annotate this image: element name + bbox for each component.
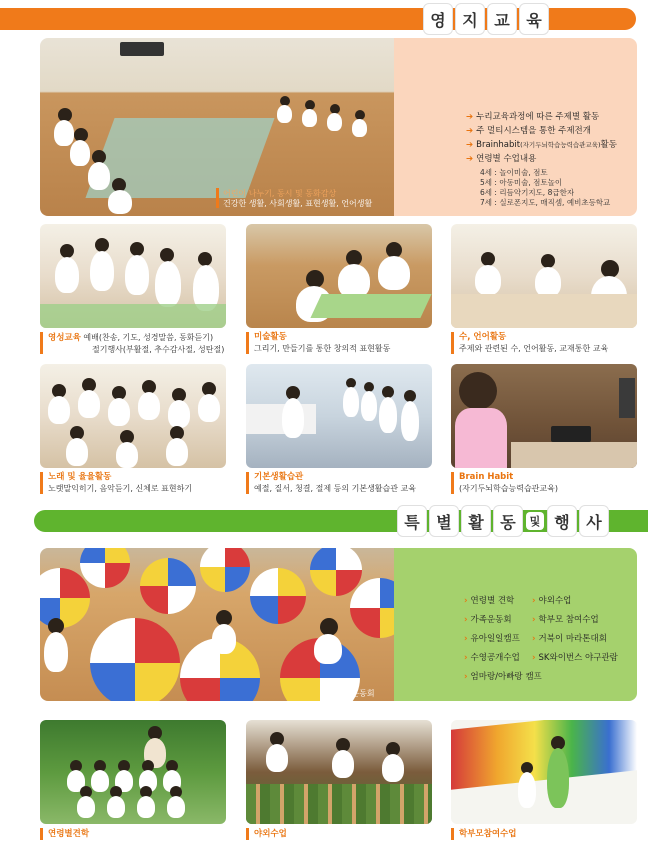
activity-item: › 야외수업 <box>532 596 572 606</box>
curriculum-list <box>466 110 617 208</box>
activity-item: › 학부모 참여수업 <box>532 615 599 625</box>
family-sports-photo <box>40 548 396 701</box>
tv-screen <box>120 42 164 56</box>
caption-parent-class: 학부모참여수업 <box>459 829 517 839</box>
photo-spiritual <box>40 224 226 328</box>
photo-parent-class <box>451 720 637 824</box>
photo-caption-1: 어린이 나누기, 동시 및 동화감상 <box>223 189 337 198</box>
curriculum-panel <box>394 38 637 216</box>
caption-basic-habits: 기본생활습관 예절, 질서, 청결, 절제 등의 기본생활습관 교육 <box>254 472 416 493</box>
caption-music: 노래 및 율율활동 노랫말익히기, 음악듣기, 신체로 표현하기 <box>48 472 193 493</box>
age-row: 5세 : 아동미술, 점토놀이 <box>480 178 563 187</box>
caption-brain-habit: Brain Habit (자기두뇌학습능력습관교육) <box>459 472 558 493</box>
curriculum-item: ➔ 연령별 수업내용 <box>466 154 537 164</box>
caption-outdoor-class: 야외수업 <box>254 829 287 839</box>
title-char: 행 <box>548 506 576 536</box>
title-char: 활 <box>462 506 490 536</box>
family-sports-caption: 가족운동회 <box>336 689 375 698</box>
title-char: 교 <box>488 4 516 34</box>
caption-math-language: 수, 언어활동 주제와 관련된 수, 언어활동, 교재통한 교육 <box>459 332 609 353</box>
activity-item: › 가족운동회 <box>464 615 512 625</box>
main-classroom-photo <box>40 38 396 216</box>
section-title <box>424 4 548 34</box>
activities-right <box>532 592 618 668</box>
activity-item: › SK와이번스 야구관람 <box>532 653 618 663</box>
title-char: 지 <box>456 4 484 34</box>
title-char: 사 <box>580 506 608 536</box>
title-char: 동 <box>494 506 522 536</box>
title-char: 별 <box>430 506 458 536</box>
age-row: 7세 : 실로폰지도, 매직셈, 예비초등학교 <box>480 198 611 207</box>
caption-spiritual: 영성교육 예배(찬송, 기도, 성경말씀, 동화듣기) 절기행사(부활절, 추수감사절, 성탄절) <box>48 333 225 354</box>
activities-panel <box>394 548 637 701</box>
special-title <box>398 506 608 536</box>
caption-field-trip: 연령별견학 <box>48 829 90 839</box>
age-row: 4세 : 놀이미술, 점토 <box>480 168 548 177</box>
activity-item: › 수영공개수업 <box>464 653 520 663</box>
title-conj: 및 <box>526 512 544 530</box>
caption-art: 미술활동 그리기, 만들기를 통한 창의적 표현활동 <box>254 332 391 353</box>
curriculum-item: ➔ Brainhabit(자기두뇌학습능력습관교육)활동 <box>466 140 617 150</box>
photo-outdoor-class <box>246 720 432 824</box>
activity-item: › 유아일일캠프 <box>464 634 520 644</box>
curriculum-item: ➔ 누리교육과정에 따른 주제별 활동 <box>466 112 600 122</box>
title-char: 특 <box>398 506 426 536</box>
activity-item: › 연령별 견학 <box>464 596 515 606</box>
photo-art <box>246 224 432 328</box>
photo-caption-2: 건강한 생활, 사회생활, 표현생활, 언어생활 <box>223 199 373 208</box>
activity-item: › 엄마랑/아빠랑 캠프 <box>464 672 542 682</box>
curriculum-item: ➔ 주 멀티시스템을 통한 주제전개 <box>466 126 591 136</box>
photo-brain-habit <box>451 364 637 468</box>
activities-left <box>464 592 542 687</box>
photo-math-language <box>451 224 637 328</box>
title-char: 육 <box>520 4 548 34</box>
caption-bar <box>216 188 219 208</box>
photo-music <box>40 364 226 468</box>
photo-field-trip <box>40 720 226 824</box>
title-char: 영 <box>424 4 452 34</box>
age-table <box>480 168 617 208</box>
activity-item: › 거북이 마라톤대회 <box>532 634 607 644</box>
photo-basic-habits <box>246 364 432 468</box>
age-row: 6세 : 리듬악기지도, 8급한자 <box>480 188 575 197</box>
